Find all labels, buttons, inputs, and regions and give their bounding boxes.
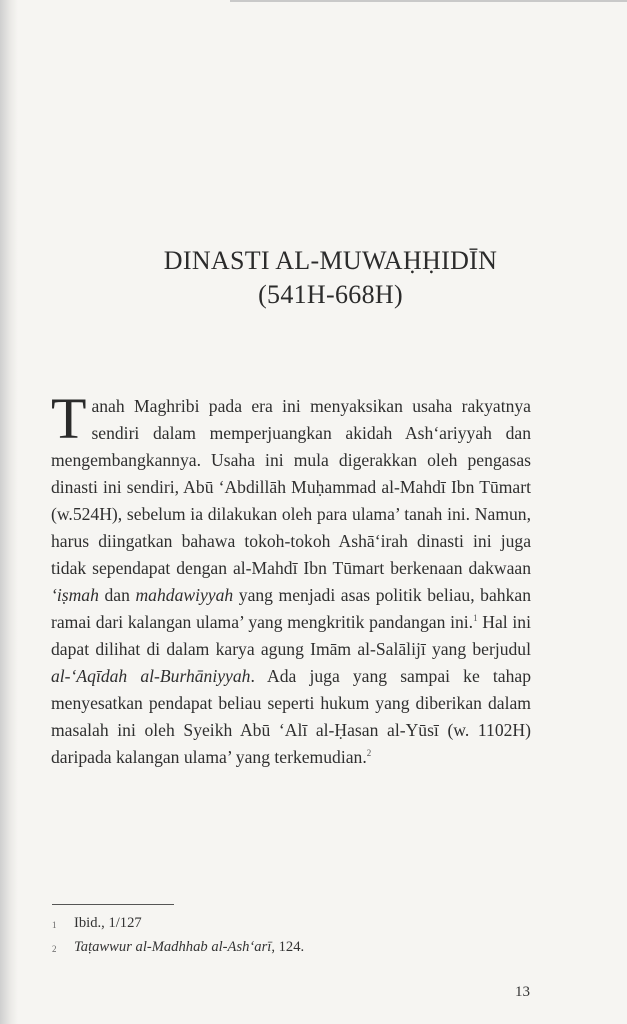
footnote-number: 2 (52, 944, 57, 954)
text-run: Hal ini dapat dilihat di dalam karya agung Imām al-Salālijī yang berjudul (51, 612, 531, 659)
italic-term: mahdawiyyah (135, 585, 234, 605)
drop-cap: T (51, 386, 87, 451)
italic-term: ‘iṣmah (51, 585, 99, 605)
chapter-title (0, 244, 627, 312)
footnote-text (74, 936, 304, 960)
footnote-page: , 124. (271, 939, 305, 955)
footnote-1 (52, 912, 304, 936)
text-run: dan (98, 585, 136, 605)
page-gutter-shadow (0, 0, 18, 1024)
chapter-title-line1: DINASTI AL-MUWAḤḤIDĪN (163, 246, 498, 275)
footnote-separator (52, 904, 174, 905)
text-run: . Ada juga yang sampai ke tahap menyesatkan pendapat beliau seperti hukum yang diberikan dalam masalah ini oleh Syeikh Abū ‘Alī al-Ḥasan al-Yūsī (w. 1102H) daripada kalangan ulama’ yang terkemudian. (51, 666, 531, 767)
footnote-ref: 1 (473, 613, 478, 624)
footnote-ref: 2 (366, 748, 372, 759)
text-run: yang menjadi asas politik beliau, bahkan ramai dari kalangan ulama’ yang mengkritik pandangan ini. (51, 585, 531, 632)
chapter-title-line2: (541H-668H) (258, 280, 403, 309)
body-paragraph (51, 386, 531, 771)
text-run: anah Maghribi pada era ini menyaksikan usaha rakyatnya sendiri dalam memperjuangkan akidah Ash‘ariyyah dan mengembangkannya. Usaha ini mula digerakkan oleh pengasas dinasti ini sendiri, Abū ‘Abdillāh Muḥammad al-Mahdī Ibn Tūmart (w.524H), sebelum ia dilakukan oleh para ulama’ tanah ini. Namun, harus diingatkan bahawa tokoh-tokoh Ashā‘irah dinasti ini juga tidak sependapat dengan al-Mahdī Ibn Tūmart berkenaan dakwaan (51, 396, 531, 578)
page-number: 13 (515, 984, 530, 1000)
top-edge (230, 0, 627, 2)
footnote-title: Taṭawwur al-Madhhab al-Ash‘arī (74, 939, 272, 955)
footnote-2 (52, 936, 304, 960)
footnotes (52, 912, 304, 960)
paragraph-text (51, 386, 531, 767)
footnote-number: 1 (52, 920, 57, 930)
italic-term: al-‘Aqīdah al-Burhāniyyah (51, 666, 251, 686)
footnote-text: Ibid., 1/127 (74, 915, 142, 931)
